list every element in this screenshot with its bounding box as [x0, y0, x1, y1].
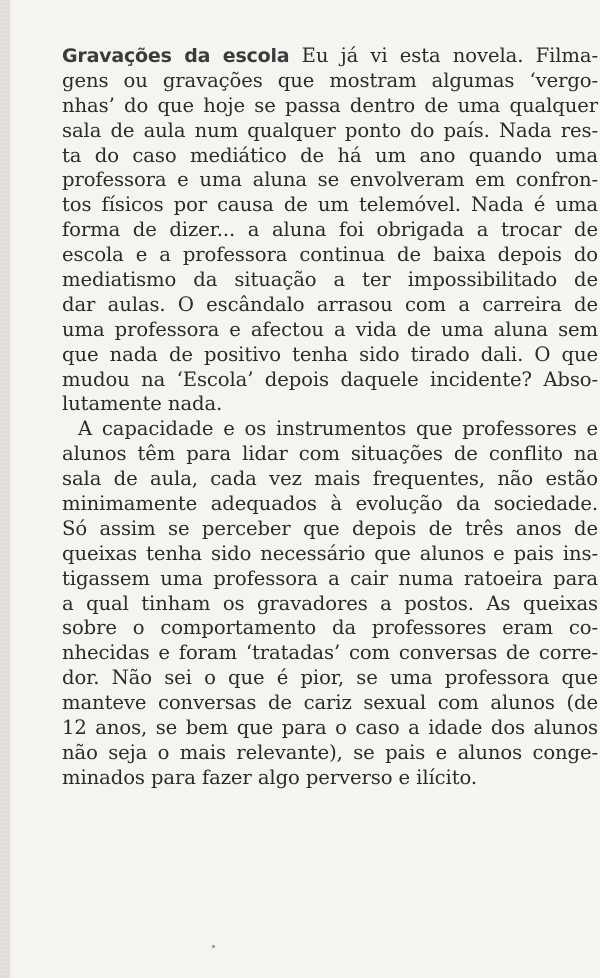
article-line: sobre o comportamento da professores eram co- — [62, 616, 598, 640]
article-line: mediatismo da situação a ter impossibilitado de — [62, 268, 598, 292]
article-line: minados para fazer algo perverso e ilícito. — [62, 765, 477, 789]
article-column — [62, 44, 598, 791]
article-line: ta do caso mediático de há um ano quando uma — [62, 143, 598, 167]
article-line: dar aulas. O escândalo arrasou com a carreira de — [62, 292, 598, 316]
article-line: sala de aula num qualquer ponto do país. Nada res- — [62, 118, 598, 142]
article-line: que nada de positivo tenha sido tirado dali. O que — [62, 342, 598, 366]
article-line: mudou na ‘Escola’ depois daquele incidente? Abso- — [62, 367, 598, 391]
article-line: não seja o mais relevante), se pais e alunos conge- — [62, 740, 598, 764]
article-line: uma professora e afectou a vida de uma aluna sem — [62, 317, 598, 341]
article-line: sala de aula, cada vez mais frequentes, não estão — [62, 467, 598, 491]
article-line: 12 anos, se bem que para o caso a idade dos alunos — [62, 716, 598, 740]
article-line: manteve conversas de cariz sexual com alunos (de — [62, 691, 598, 715]
page-edge — [0, 0, 10, 978]
article-line: minimamente adequados à evolução da sociedade. — [62, 492, 598, 516]
article-line: nhecidas e foram ‘tratadas’ com conversas de corre- — [62, 641, 598, 665]
article-line: gens ou gravações que mostram algumas ‘vergo- — [62, 68, 598, 92]
article-line: Só assim se perceber que depois de três anos de — [62, 516, 598, 540]
article-line: tos físicos por causa de um telemóvel. Nada é uma — [62, 193, 598, 217]
article-line: nhas’ do que hoje se passa dentro de uma qualquer — [62, 93, 598, 117]
article-line: tigassem uma professora a cair numa ratoeira para — [62, 566, 598, 590]
article-line: escola e a professora continua de baixa depois do — [62, 243, 598, 267]
article-line: forma de dizer... a aluna foi obrigada a trocar de — [62, 218, 598, 242]
article-line: alunos têm para lidar com situações de conflito na — [62, 442, 598, 466]
article-heading: Gravações da escola — [62, 45, 290, 67]
article-line: Gravações da escola Eu já vi esta novela. Filma- — [62, 44, 598, 67]
article-line: a qual tinham os gravadores a postos. As queixas — [62, 591, 598, 615]
article-line: queixas tenha sido necessário que alunos e pais ins- — [62, 541, 598, 565]
article-line: professora e uma aluna se envolveram em confron- — [62, 168, 598, 192]
article-line: lutamente nada. — [62, 392, 223, 416]
article-line: dor. Não sei o que é pior, se uma professora que — [62, 666, 598, 690]
print-speck — [212, 945, 215, 948]
article-line: A capacidade e os instrumentos que professores e — [78, 417, 598, 441]
